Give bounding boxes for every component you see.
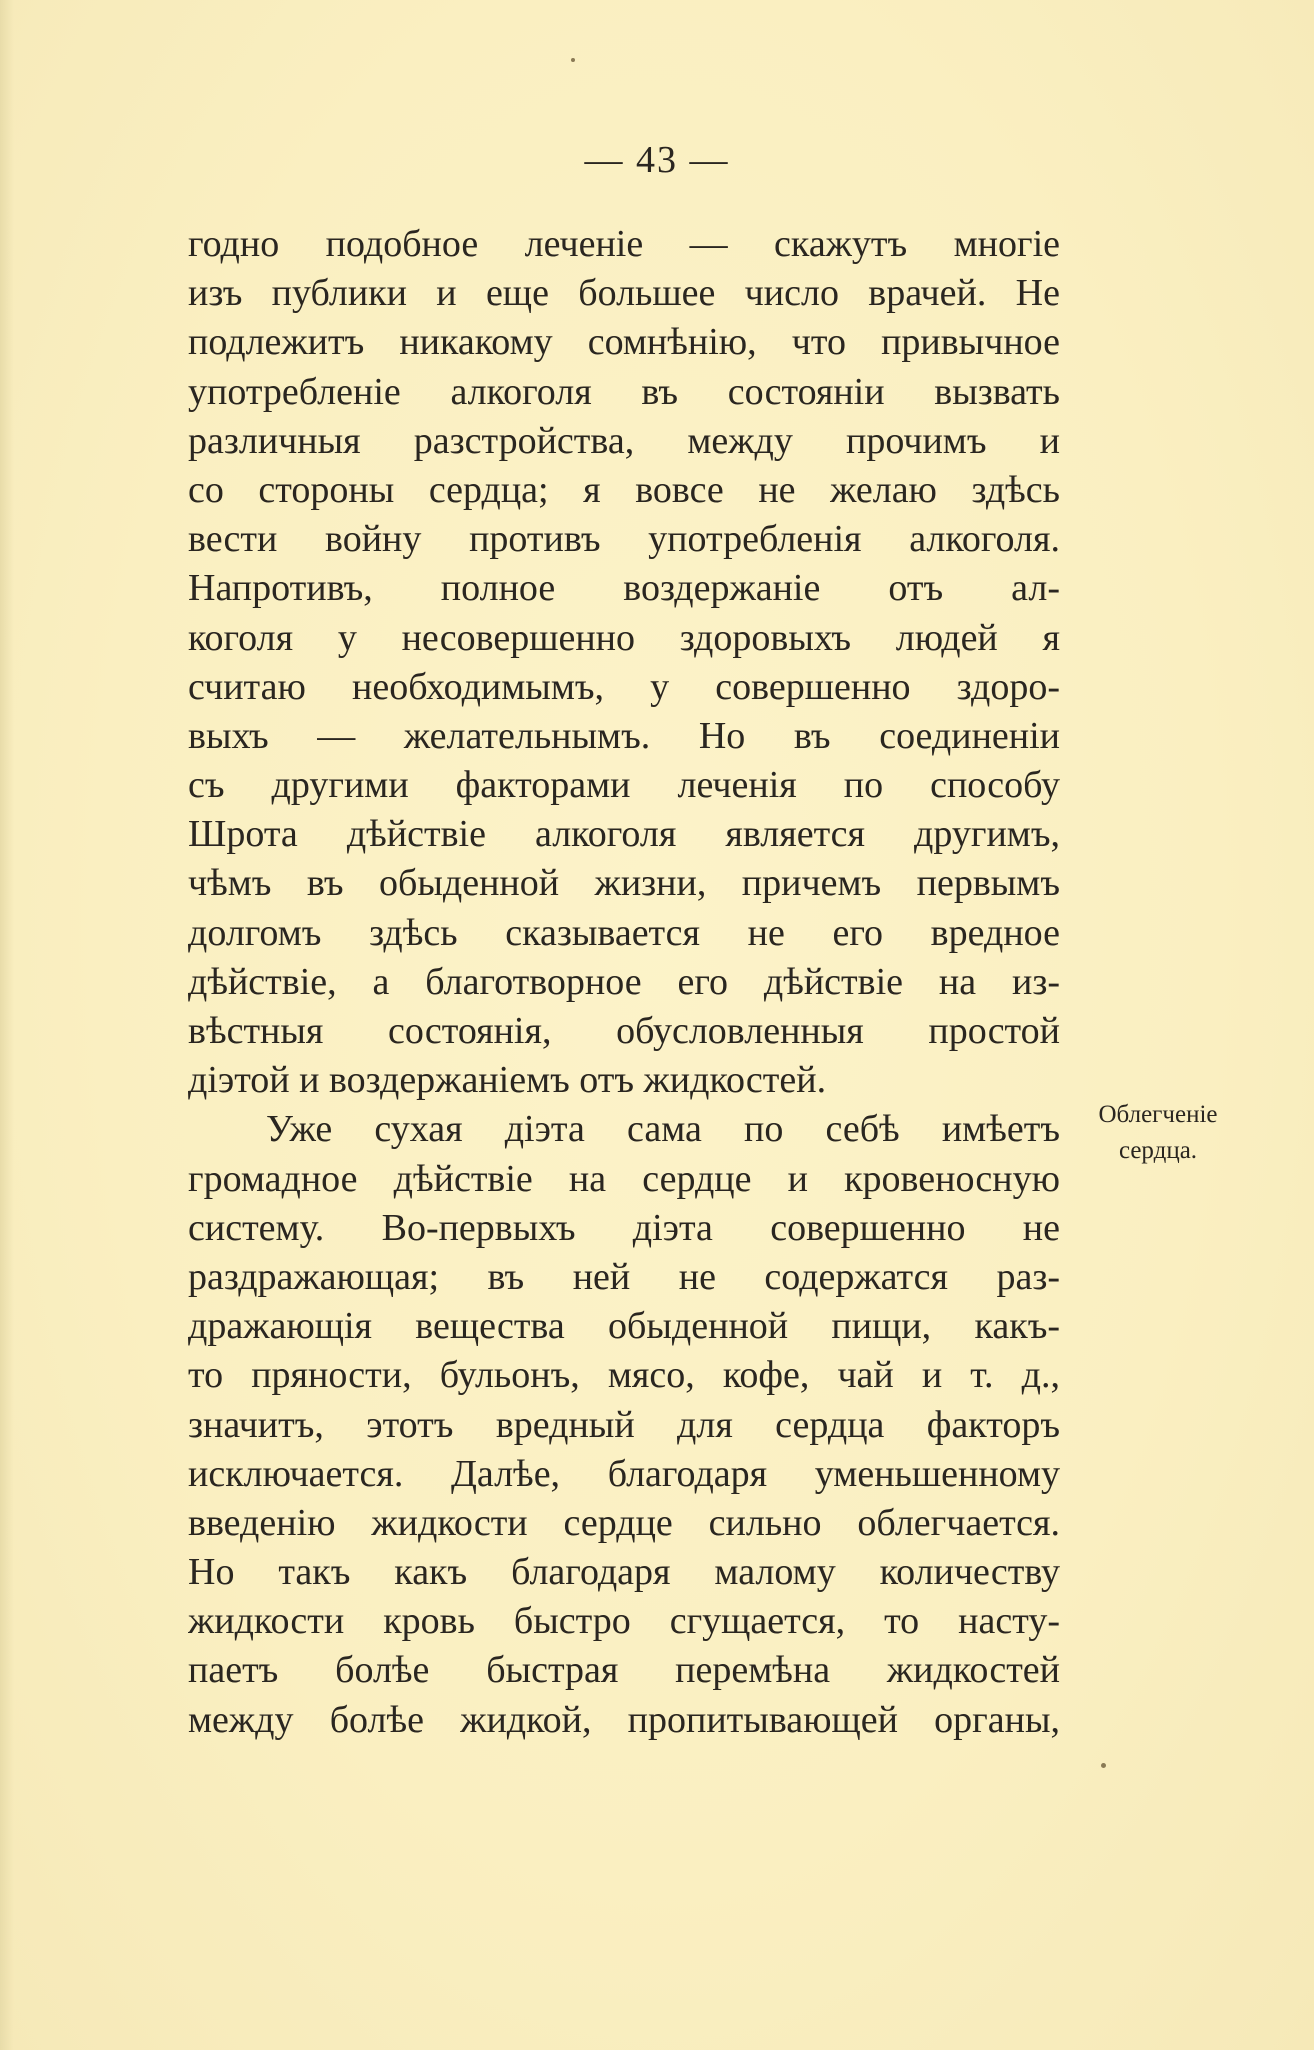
text-line: между болѣе жидкой, пропитывающей органы, [188,1698,1060,1741]
text-line: коголя у несовершенно здоровыхъ людей я [188,616,1060,659]
text-line-paragraph-start: Уже сухая діэта сама по себѣ имѣетъ [266,1108,1060,1151]
text-line: то пряности, бульонъ, мясо, кофе, чай и т. д., [188,1354,1060,1397]
text-line: значитъ, этотъ вредный для сердца факторъ [188,1403,1060,1446]
marginal-note-line: сердца. [1118,1137,1198,1164]
text-line: Напротивъ, полное воздержаніе отъ ал- [188,567,1060,610]
text-line: со стороны сердца; я вовсе не желаю здѣсь [188,468,1060,511]
text-line: Шрота дѣйствіе алкоголя является другимъ, [188,813,1060,856]
text-line: выхъ — желательнымъ. Но въ соединеніи [188,714,1060,757]
text-line: жидкости кровь быстро сгущается, то насту- [188,1600,1060,1643]
print-speck [571,58,575,62]
text-line: съ другими факторами леченія по способу [188,764,1060,807]
text-line: вести войну противъ употребленія алкоголя. [188,518,1060,561]
text-line: исключается. Далѣе, благодаря уменьшенному [188,1452,1060,1495]
marginal-note-line: Облегченіе [1098,1101,1218,1128]
text-line: вѣстныя состоянія, обусловленныя простой [188,1010,1060,1052]
text-line: громадное дѣйствіе на сердце и кровеносную [188,1157,1060,1200]
text-line: изъ публики и еще большее число врачей. Не [188,272,1060,315]
text-line: различныя разстройства, между прочимъ и [188,419,1060,462]
text-line: дражающія вещества обыденной пищи, какъ- [188,1305,1060,1348]
page-number: — 43 — [584,139,730,181]
text-line: годно подобное леченіе — скажутъ многіе [188,223,1060,265]
text-line: Но такъ какъ благодаря малому количеству [188,1551,1060,1594]
marginal-note [1068,1097,1248,1169]
text-line: паетъ болѣе быстрая перемѣна жидкостей [188,1649,1060,1692]
body-text [188,220,1060,1745]
text-line: введенію жидкости сердце сильно облегчается. [188,1501,1060,1544]
text-line: употребленіе алкоголя въ состояніи вызвать [188,370,1060,413]
text-line: дѣйствіе, а благотворное его дѣйствіе на из- [188,960,1060,1003]
text-line: раздражающая; въ ней не содержатся раз- [188,1255,1060,1298]
text-line-paragraph-end: діэтой и воздержаніемъ отъ жидкостей. [188,1059,827,1102]
text-line: систему. Во-первыхъ діэта совершенно не [188,1206,1060,1249]
page-edge-shadow [0,0,14,2050]
text-line: чѣмъ въ обыденной жизни, причемъ первымъ [188,862,1060,905]
print-speck [1101,1763,1106,1768]
text-line: подлежитъ никакому сомнѣнію, что привычное [188,321,1060,364]
text-line: считаю необходимымъ, у совершенно здоро- [188,665,1060,708]
text-line: долгомъ здѣсь сказывается не его вредное [188,911,1060,954]
